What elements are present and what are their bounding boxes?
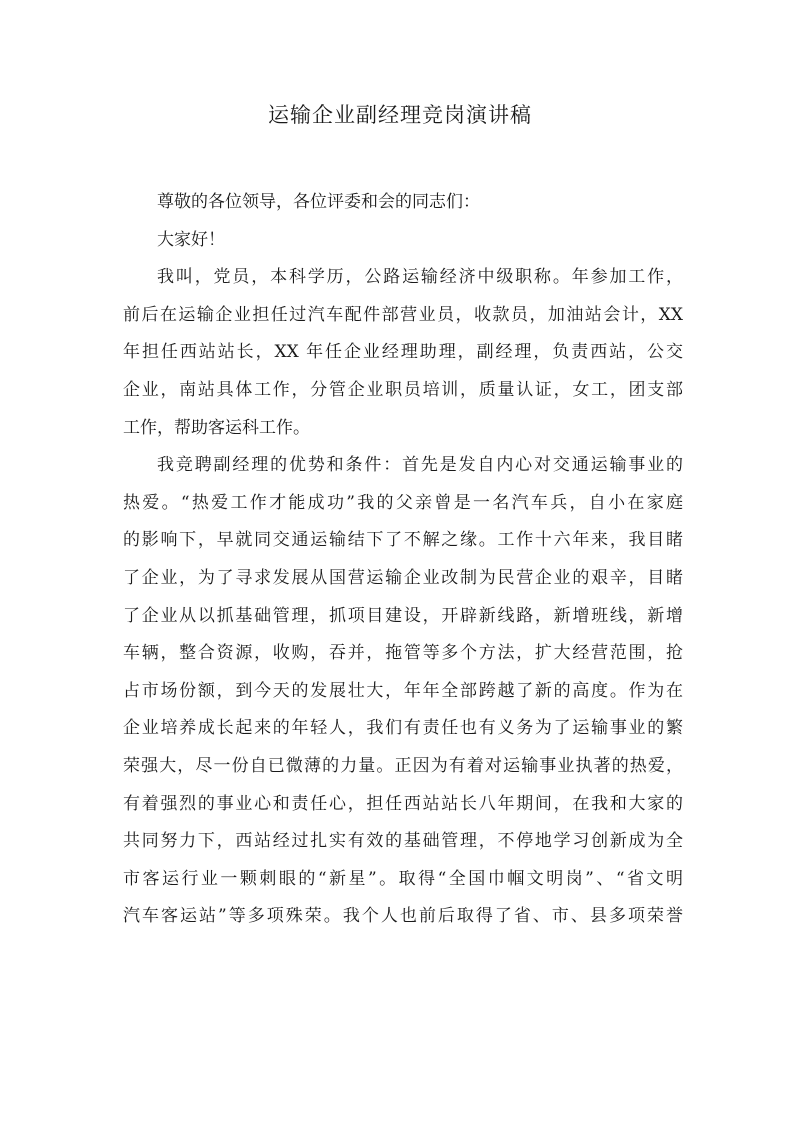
paragraph-2-line-5: 了企业从以抓基础管理，抓项目建设，开辟新线路，新增班线，新增 <box>123 605 683 626</box>
paragraph-2-line-7: 占市场份额，到今天的发展壮大，年年全部跨越了新的高度。作为在 <box>123 680 683 701</box>
paragraph-1-line-5: 工作，帮助客运科工作。 <box>123 417 310 438</box>
document-body <box>123 184 683 936</box>
paragraph-2-line-11: 共同努力下，西站经过扎实有效的基础管理，不停地学习创新成为全 <box>123 831 683 852</box>
paragraph-1-line-2: 前后在运输企业担任过汽车配件部营业员，收款员，加油站会计，XX <box>123 304 683 325</box>
paragraph-2-line-3: 的影响下，早就同交通运输结下了不解之缘。工作十六年来，我目睹 <box>123 530 683 551</box>
paragraph-2-line-12: 市客运行业一颗刺眼的“新星”。取得“全国巾帼文明岗”、“省文明 <box>123 868 683 889</box>
paragraph-1-line-4: 企业，南站具体工作，分管企业职员培训，质量认证，女工，团支部 <box>123 379 683 400</box>
salutation: 尊敬的各位领导，各位评委和会的同志们： <box>157 192 480 212</box>
paragraph-2-line-8: 企业培养成长起来的年轻人，我们有责任也有义务为了运输事业的繁 <box>123 718 683 739</box>
paragraph-2-line-1: 我竞聘副经理的优势和条件：首先是发自内心对交通运输事业的 <box>157 455 683 476</box>
paragraph-2-line-4: 了企业，为了寻求发展从国营运输企业改制为民营企业的艰辛，目睹 <box>123 567 683 588</box>
paragraph-2-line-2: 热爱。“热爱工作才能成功”我的父亲曾是一名汽车兵，自小在家庭 <box>123 492 683 513</box>
document-title: 运输企业副经理竞岗演讲稿 <box>268 103 532 127</box>
greeting: 大家好！ <box>157 229 225 250</box>
paragraph-1-line-1: 我叫，党员，本科学历，公路运输经济中级职称。年参加工作， <box>157 267 683 288</box>
paragraph-2-line-6: 车辆，整合资源，收购，吞并，拖管等多个方法，扩大经营范围，抢 <box>123 643 683 664</box>
paragraph-2-line-9: 荣强大，尽一份自已微薄的力量。正因为有着对运输事业执著的热爱， <box>123 755 683 776</box>
paragraph-2-line-10: 有着强烈的事业心和责任心，担任西站站长八年期间，在我和大家的 <box>123 793 683 814</box>
paragraph-2-line-13: 汽车客运站”等多项殊荣。我个人也前后取得了省、市、县多项荣誉 <box>123 906 683 927</box>
paragraph-1-line-3: 年担任西站站长，XX 年任企业经理助理，副经理，负责西站，公交 <box>123 342 683 363</box>
